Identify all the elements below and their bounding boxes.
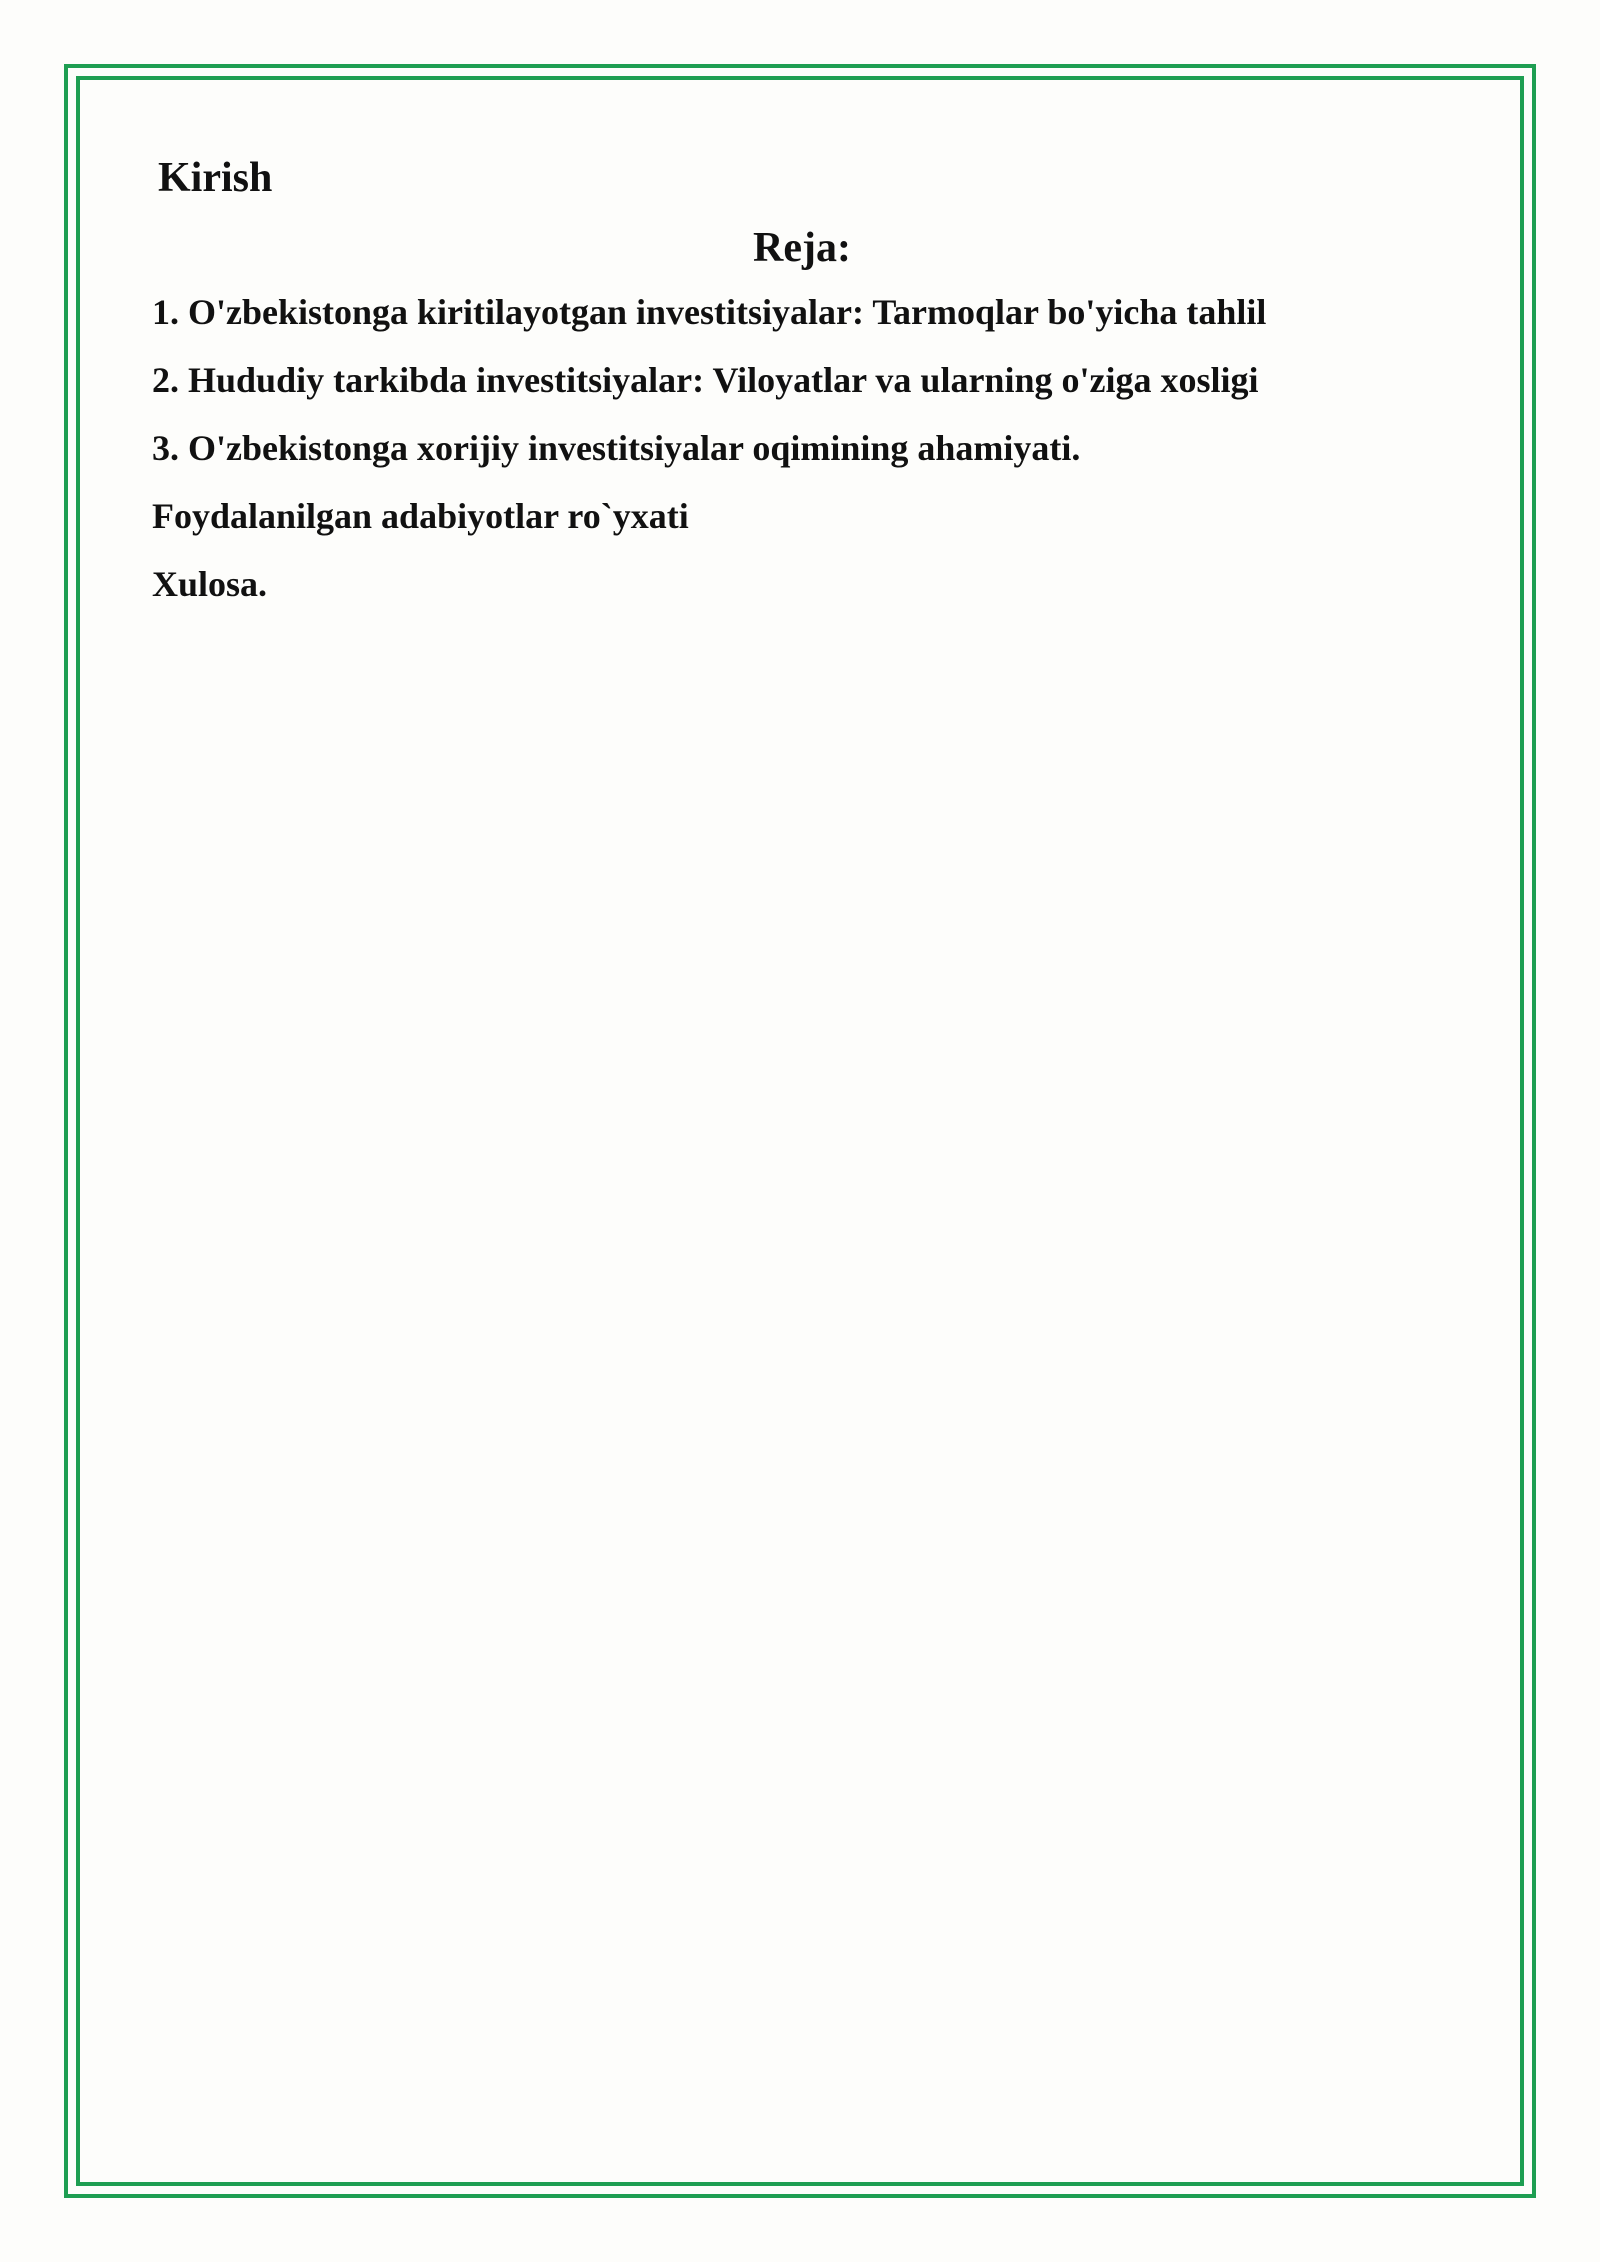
plan-item-3: 3. O'zbekistonga xorijiy investitsiyalar oqimining ahamiyati.: [152, 428, 1081, 468]
plan-list: [152, 278, 1452, 618]
page-content: [152, 148, 1452, 618]
intro-heading: Kirish: [158, 155, 273, 201]
plan-title: Reja:: [753, 225, 851, 271]
plan-item-1: 1. O'zbekistonga kiritilayotgan investitsiyalar: Tarmoqlar bo'yicha tahlil: [152, 292, 1267, 332]
plan-item-2: 2. Hududiy tarkibda investitsiyalar: Viloyatlar va ularning o'ziga xosligi: [152, 360, 1259, 400]
references-item: Foydalanilgan adabiyotlar ro`yxati: [152, 496, 689, 536]
conclusion-item: Xulosa.: [152, 564, 268, 604]
